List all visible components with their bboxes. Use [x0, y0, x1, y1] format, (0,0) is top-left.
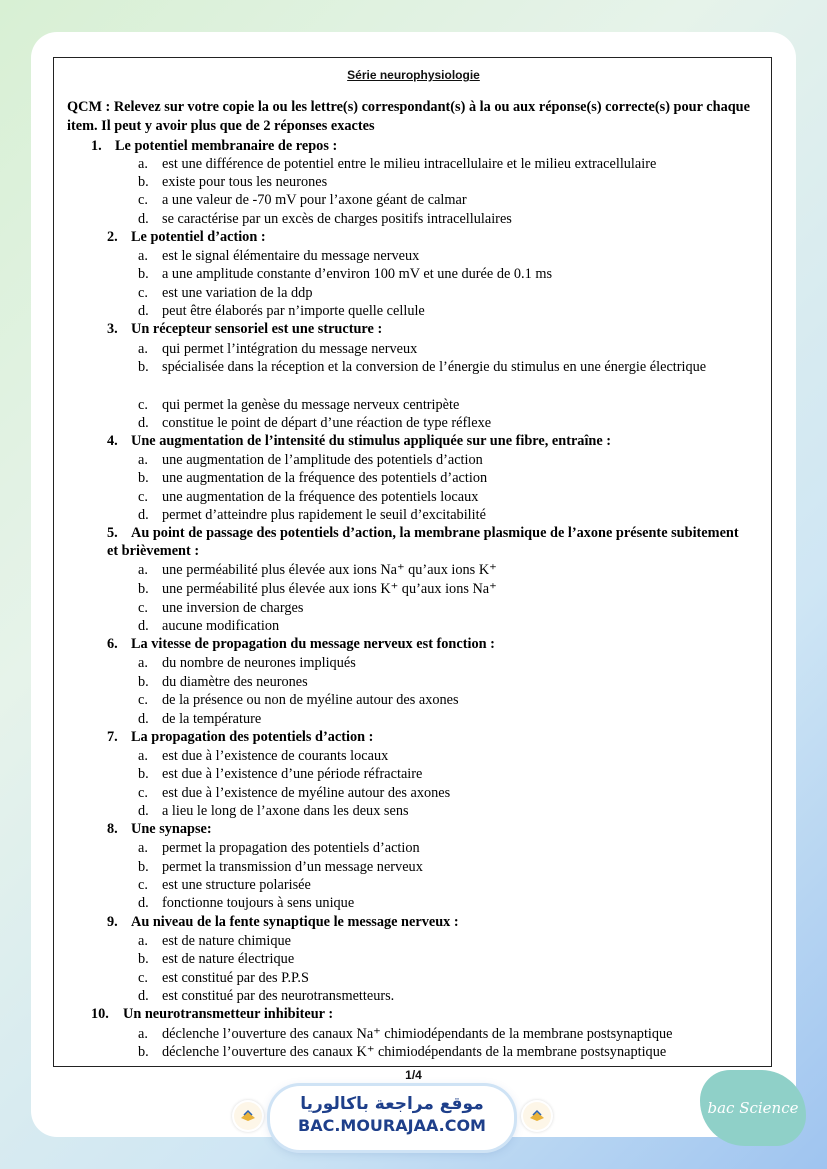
site-logo-left: [232, 1100, 264, 1132]
question-number: 7.: [107, 729, 118, 745]
question-number: 6.: [107, 636, 118, 652]
question-number: 5.: [107, 525, 118, 541]
page-number: 1/4: [405, 1068, 422, 1082]
question-number: 9.: [107, 914, 118, 930]
question-number: 2.: [107, 229, 118, 245]
question-text: Le potentiel d’action :: [131, 229, 266, 245]
site-name-arabic: موقع مراجعة باكالوريا: [300, 1094, 484, 1114]
question-text: Au point de passage des potentiels d’action, la membrane plasmique de l’axone présente subitement et brièvement :: [107, 525, 739, 559]
question-text: Un récepteur sensoriel est une structure :: [131, 321, 383, 337]
question-text: Un neurotransmetteur inhibiteur :: [123, 1006, 334, 1022]
question-text: La vitesse de propagation du message nerveux est fonction :: [131, 636, 495, 652]
question-9: [107, 913, 459, 931]
page-title: Série neurophysiologie: [347, 68, 480, 82]
question-number: 4.: [107, 433, 118, 449]
question-number: 3.: [107, 321, 118, 337]
question-7: [107, 728, 373, 746]
instructions: QCM : Relevez sur votre copie la ou les lettre(s) correspondant(s) à la ou aux réponse(s) correcte(s) pour chaque item. Il peut y avoir plus que de 2 réponses exactes: [67, 99, 750, 134]
question-text: Une synapse:: [131, 821, 212, 837]
site-url-link[interactable]: BAC.MOURAJAA.COM: [298, 1116, 486, 1135]
question-4: [107, 432, 611, 450]
site-banner[interactable]: [270, 1086, 514, 1150]
question-text: Une augmentation de l’intensité du stimulus appliquée sur une fibre, entraîne :: [131, 433, 612, 449]
bac-science-logo: bac Science: [700, 1070, 806, 1146]
question-8: [107, 820, 212, 838]
site-logo-right: [521, 1100, 553, 1132]
question-text: Le potentiel membranaire de repos :: [115, 138, 338, 154]
question-text: La propagation des potentiels d’action :: [131, 729, 374, 745]
question-text: Au niveau de la fente synaptique le message nerveux :: [131, 914, 459, 930]
question-3: [107, 320, 382, 338]
question-2: [107, 228, 266, 246]
question-5: [107, 524, 747, 560]
question-number: 1.: [91, 138, 102, 154]
question-6: [107, 635, 495, 653]
question-1: [91, 137, 337, 155]
question-number: 8.: [107, 821, 118, 837]
question-10: [91, 1005, 333, 1023]
question-number: 10.: [91, 1006, 109, 1022]
